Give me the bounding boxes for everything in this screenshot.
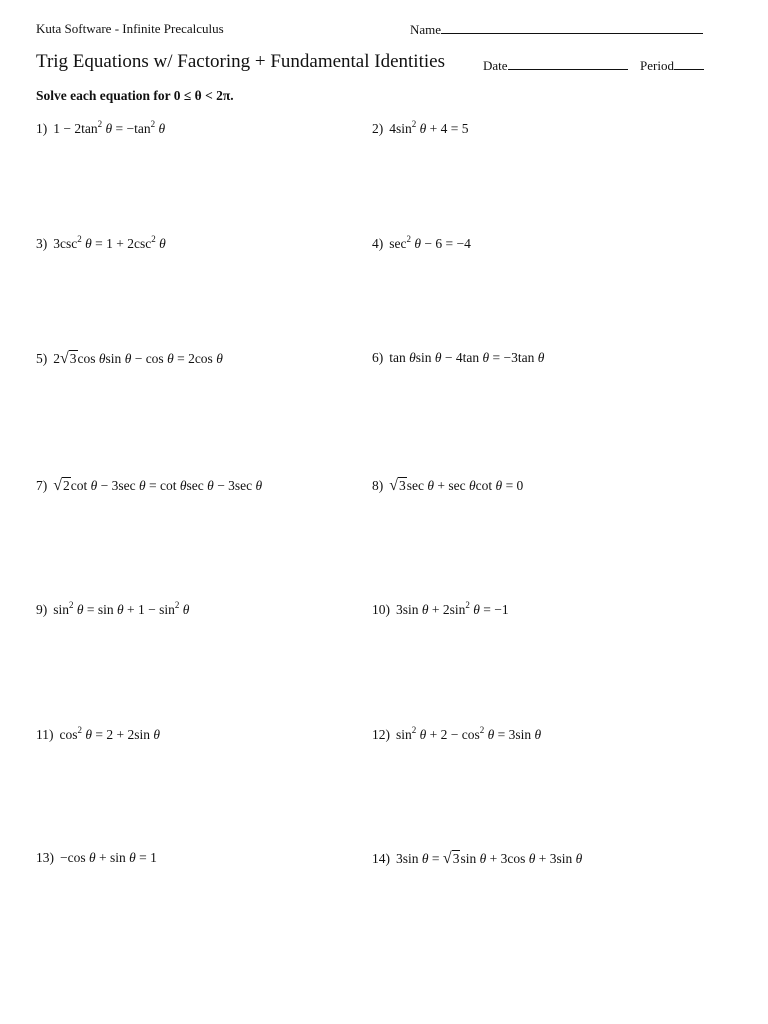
problem-number: 2) bbox=[372, 121, 384, 136]
problem-8 bbox=[372, 477, 523, 495]
equation: 2√3cos θsin θ − cos θ = 2cos θ bbox=[53, 350, 223, 367]
equation: 3sin θ = √3sin θ + 3cos θ + 3sin θ bbox=[396, 850, 583, 867]
problem-number: 8) bbox=[372, 478, 384, 493]
equation: $\sin^2 \theta = \sin \theta + 1 - \sin^2 \theta$ bbox=[53, 600, 190, 617]
name-label: Name bbox=[410, 22, 442, 37]
equation: $1 - 2\tan^2$ $\theta = -\tan^2$ θ bbox=[53, 119, 166, 136]
problem-number: 14) bbox=[372, 851, 390, 866]
problem-9 bbox=[36, 602, 189, 618]
problem-number: 12) bbox=[372, 727, 390, 742]
instructions: Solve each equation for 0 ≤ θ < 2π. bbox=[36, 88, 234, 103]
problem-14 bbox=[372, 850, 582, 868]
problem-13 bbox=[36, 850, 157, 866]
problem-number: 4) bbox=[372, 236, 384, 251]
publisher-label: Kuta Software - Infinite Precalculus bbox=[36, 21, 224, 36]
equation: √3sec θ + sec θcot θ = 0 bbox=[389, 477, 524, 494]
problem-number: 13) bbox=[36, 850, 54, 865]
period-field[interactable] bbox=[640, 57, 704, 74]
problem-10 bbox=[372, 602, 509, 618]
equation: $\sec^2 \theta - 6 = -4$ bbox=[389, 234, 471, 251]
date-field[interactable] bbox=[483, 57, 628, 74]
square-root: √3 bbox=[60, 350, 77, 367]
equation: tan θsin θ − 4tan θ = −3tan θ bbox=[389, 350, 545, 365]
period-blank[interactable] bbox=[674, 57, 704, 70]
problem-number: 9) bbox=[36, 602, 48, 617]
name-blank[interactable] bbox=[441, 21, 703, 34]
date-blank[interactable] bbox=[508, 57, 628, 70]
square-root: √2 bbox=[53, 477, 70, 494]
problem-11 bbox=[36, 727, 160, 743]
name-field[interactable] bbox=[410, 21, 703, 38]
problem-2 bbox=[372, 121, 469, 137]
equation: 3sin $\theta + 2\sin^2$ θ = −1 bbox=[396, 600, 509, 617]
problem-6 bbox=[372, 350, 544, 366]
date-label: Date bbox=[483, 58, 508, 73]
equation: √2cot θ − 3sec θ = cot θsec θ − 3sec θ bbox=[53, 477, 263, 494]
problem-1 bbox=[36, 121, 165, 137]
problem-number: 5) bbox=[36, 351, 48, 366]
problem-3 bbox=[36, 236, 166, 252]
equation: $\cos^2 \theta = 2 + 2\sin$ θ bbox=[59, 725, 161, 742]
problem-5 bbox=[36, 350, 223, 368]
equation: $4\sin^2$ θ + 4 = 5 bbox=[389, 119, 469, 136]
page-title: Trig Equations w/ Factoring + Fundamental Identities bbox=[36, 51, 445, 72]
equation: $\sin^2 \theta + 2 - \cos^2 \theta = 3\sin$ θ bbox=[396, 725, 542, 742]
equation: −cos θ + sin θ = 1 bbox=[60, 850, 157, 865]
problem-number: 6) bbox=[372, 350, 384, 365]
problem-4 bbox=[372, 236, 471, 252]
square-root: √3 bbox=[389, 477, 406, 494]
period-label: Period bbox=[640, 58, 674, 73]
problem-number: 3) bbox=[36, 236, 48, 251]
problem-number: 10) bbox=[372, 602, 390, 617]
problem-12 bbox=[372, 727, 541, 743]
square-root: √3 bbox=[442, 850, 460, 867]
problem-number: 11) bbox=[36, 727, 54, 742]
equation: $3\csc^2$ $\theta = 1 + 2\csc^2$ θ bbox=[53, 234, 166, 251]
problem-7 bbox=[36, 477, 262, 495]
problem-number: 1) bbox=[36, 121, 48, 136]
problem-number: 7) bbox=[36, 478, 48, 493]
